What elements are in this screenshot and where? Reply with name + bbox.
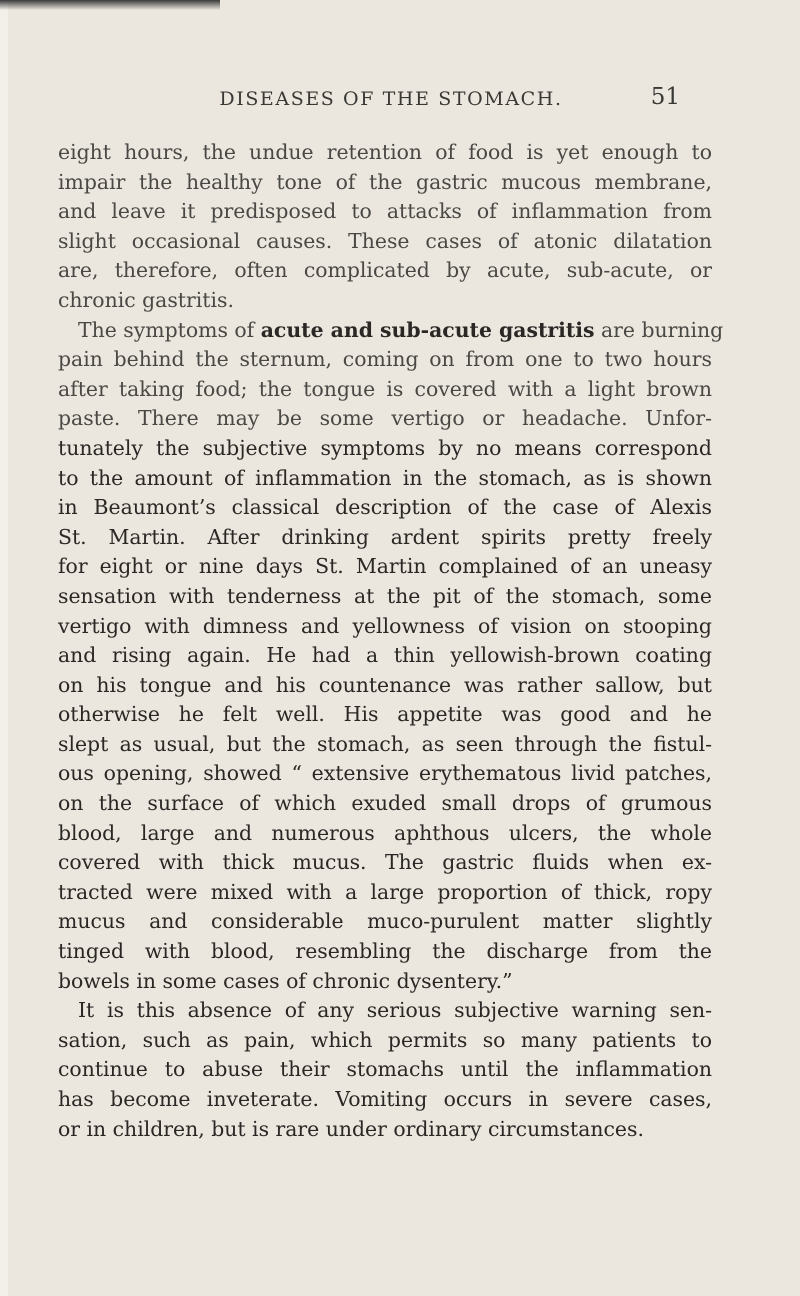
text-line: after taking food; the tongue is covered with a light brown	[58, 376, 712, 401]
text-line: otherwise he felt well. His appetite was good and he	[58, 702, 712, 727]
page-header	[96, 86, 686, 120]
running-head: DISEASES OF THE STOMACH.	[219, 88, 563, 110]
text-line: to the amount of inflammation in the stomach, as is shown	[58, 465, 712, 490]
text-line: mucus and considerable muco-purulent matter slightly	[58, 909, 712, 934]
text-line: ous opening, showed “ extensive erythematous livid patches,	[58, 761, 712, 786]
text-run: The symptoms of	[78, 317, 261, 342]
text-line: covered with thick mucus. The gastric fluids when ex-	[58, 850, 712, 875]
paragraph-1	[58, 138, 712, 316]
text-line: and rising again. He had a thin yellowish-brown coating	[58, 643, 712, 668]
text-line: pain behind the sternum, coming on from one to two hours	[58, 347, 712, 372]
text-line: slept as usual, but the stomach, as seen through the fistul-	[58, 731, 712, 756]
text-line: blood, large and numerous aphthous ulcers, the whole	[58, 820, 712, 845]
page-number: 51	[650, 84, 680, 110]
text-line	[58, 316, 724, 346]
text-line: sation, such as pain, which permits so many patients to	[58, 1027, 712, 1052]
text-line: or in children, but is rare under ordinary circumstances.	[58, 1116, 644, 1141]
scan-shadow	[0, 0, 220, 10]
text-line: vertigo with dimness and yellowness of vision on stooping	[58, 613, 712, 638]
text-run: are burning	[594, 317, 724, 342]
text-line: for eight or nine days St. Martin complained of an uneasy	[58, 554, 712, 579]
text-line: eight hours, the undue retention of food is yet enough to	[58, 140, 712, 164]
bold-term: acute and sub-acute gastritis	[260, 317, 595, 342]
text-line: bowels in some cases of chronic dysentery.”	[58, 968, 513, 993]
paragraph-2	[58, 316, 724, 997]
paragraph-3	[58, 996, 712, 1144]
text-line: tracted were mixed with a large proportion of thick, ropy	[58, 879, 712, 904]
text-line: in Beaumont’s classical description of the case of Alexis	[58, 495, 712, 520]
text-line: chronic gastritis.	[58, 287, 234, 312]
text-line: has become inveterate. Vomiting occurs in severe cases,	[58, 1087, 712, 1111]
text-line: slight occasional causes. These cases of atonic dilatation	[58, 228, 712, 253]
text-line: It is this absence of any serious subjective warning sen-	[78, 998, 712, 1023]
text-line: continue to abuse their stomachs until the inflammation	[58, 1057, 712, 1082]
body-text	[58, 138, 724, 1144]
text-line: St. Martin. After drinking ardent spirits pretty freely	[58, 524, 712, 549]
text-line: sensation with tenderness at the pit of the stomach, some	[58, 583, 712, 608]
text-line: and leave it predisposed to attacks of inflammation from	[58, 199, 712, 224]
text-line: impair the healthy tone of the gastric mucous membrane,	[58, 169, 712, 194]
text-line: paste. There may be some vertigo or headache. Unfor-	[58, 406, 712, 431]
text-line: tinged with blood, resembling the discharge from the	[58, 939, 712, 964]
text-line: tunately the subjective symptoms by no means correspond	[58, 435, 712, 460]
text-line: are, therefore, often complicated by acute, sub-acute, or	[58, 258, 712, 283]
text-line: on his tongue and his countenance was rather sallow, but	[58, 672, 712, 697]
page-edge	[0, 0, 8, 1296]
text-line: on the surface of which exuded small drops of grumous	[58, 791, 712, 816]
